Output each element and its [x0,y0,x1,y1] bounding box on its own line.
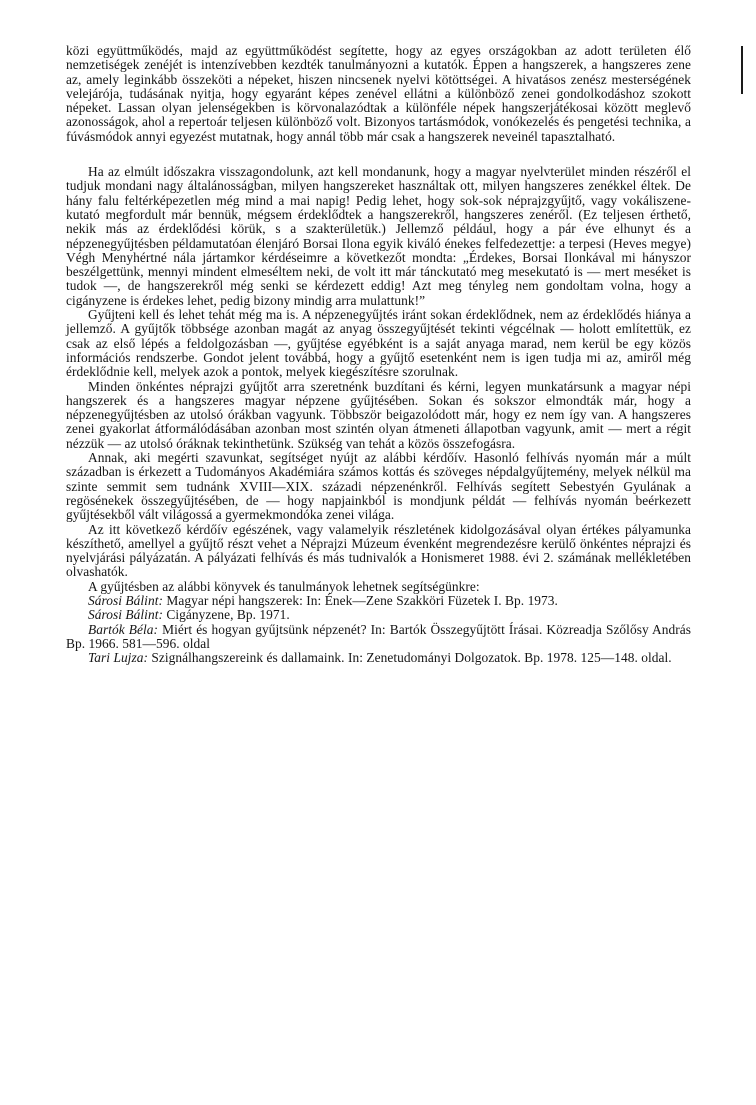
margin-rule [741,46,743,94]
reference-text: Cigányzene, Bp. 1971. [162,607,290,623]
reference-item [66,594,691,608]
paragraph-5: Annak, aki megérti szavunkat, segítséget nyújt az alábbi kérdőív. Hasonló felhívás nyomán már a múlt században is érkezett a Tudományos Akadémiára számos kottás és szöveges népdalgyűjtemény, melyek nélkül ma szinte semmit sem tudnánk XVIII—XIX. századi népzenénkről. Felhívás segített Sebestyén Gyulának a regösénekek összegyűjtésében, de — hogy napjainkból is mondjunk példát — felhívás nyomán beérkezett gyűjtésekből vált világossá a gyermekmondóka zenei világa. [66,450,691,523]
paragraph-6: Az itt következő kérdőív egészének, vagy valamelyik részletének kidolgozásával olyan értékes pályamunka készíthető, amellyel a gyűjtő részt vehet a Néprajzi Múzeum évenként megrendezésre kerülő önkéntes néprajzi és nyelvjárási pályázatán. A pályázati felhívás és más tudnivalók a Honismeret 1988. évi 2. számának mellékletében olvashatók. [66,521,691,580]
reference-item [66,623,691,652]
reference-list [66,594,691,665]
reference-text: Szignálhangszereink és dallamaink. In: Zenetudományi Dolgozatok. Bp. 1978. 125—148. oldal. [147,650,672,666]
paragraph-1: közi együttműködés, majd az együttműködést segítette, hogy az egyes országokban az adott területen élő nemzetiségek zenéjét is intenzívebben kezdték tanulmányozni a kutatók. Éppen a hangszerek, a hangszeres zene az, amely leginkább összeköti a népeket, hiszen nincsenek nyelvi kötöttségei. A hivatásos zenész mesterségének velejárója, tudásának nyitja, hogy egyaránt képes zenével ellátni a különböző zenei gondolkodáshoz szokott népeket. Lassan olyan jelenségekben is körvonalazódtak a különféle népek hangszerjátékosai között meglevő azonosságok, ahol a repertoár teljesen különböző volt. Bizonyos tartásmódok, vonókezelés és pengetési technika, a fúvásmódok annyi egyezést mutatnak, hogy annál több már csak a hangszerek neveinél tapasztalható. [66,43,691,144]
reference-text: Miért és hogyan gyűjtsünk népzenét? In: Bartók Összegyűjtött Írásai. Közreadja Szőlősy András Bp. 1966. 581—596. oldal [66,621,691,651]
reference-text: Magyar népi hangszerek: In: Ének—Zene Szakköri Füzetek I. Bp. 1973. [162,592,558,608]
paragraph-3: Gyűjteni kell és lehet tehát még ma is. A népzenegyűjtés iránt sokan érdeklődnek, nem az érdeklődés hiánya a jellemző. A gyűjtők többsége azonban magát az anyag összegyűjtését tekinti végcélnak — holott említettük, ez csak az első lépés a feldolgozásban —, gyűjtése egyébként is a saját anyaga marad, nem kerül be egy közös információs rendszerbe. Gondot jelent továbbá, hogy a gyűjtő esetenként nem is igen tudja mi az, amiről még érdeklődnie kell, melyek azok a pontok, melyek kiegészítésre szorulnak. [66,307,691,380]
reference-author: Sárosi Bálint: [88,592,163,608]
reference-author: Sárosi Bálint: [88,607,163,623]
reference-author: Tari Lujza: [88,650,148,666]
paragraph-4: Minden önkéntes néprajzi gyűjtőt arra szeretnénk buzdítani és kérni, legyen munkatársunk a magyar népi hangszerek és a hangszeres magyar népzene gyűjtésében. Sokan és sokszor elmondták már, hogy a népzenegyűjtésben az utolsó órákban vagyunk. Többször beigazolódott már, hogy ez nem így van. A hangszeres zenei gyakorlat átformálódásában azonban most szintén olyan átmeneti állapotban vagyunk, amit — mert a régit nézzük — az utolsó óráknak tekinthetünk. Szükség van tehát a közös összefogásra. [66,378,691,451]
reference-item [66,651,691,665]
paragraph-7: A gyűjtésben az alábbi könyvek és tanulmányok lehetnek segítségünkre: [88,578,480,594]
paragraph-2: Ha az elmúlt időszakra visszagondolunk, azt kell mondanunk, hogy a magyar nyelvterület minden részéről el tudjuk mondani nagy általánosságban, milyen hangszereket használtak ott, milyen hangszeres zenékkel éltek. De hány falu feltérképezetlen még mind a mai napig! Pedig lehet, hogy sok-sok néprajzgyűjtő, vagy vokáliszene-kutató megfordult már bennük, mégsem érdeklődtek a hangszerekről, hangszeres zenéről. (Ez teljesen érthető, nekik más az érdeklődési körük, s a szakterületük.) Jellemző például, hogy a pár éve elhunyt és a népzenegyűjtésben példamutatóan élenjáró Borsai Ilona egyik kiváló énekes felfedezettje: a terpesi (Heves megye) Végh Menyhértné nála jártamkor kérdéseimre a következőt mondta: „Érdekes, Borsai Ilonkával mi hányszor beszélgettünk, mennyi mindent elmeséltem neki, de volt itt már tánckutató meg mesekutató is — mert meséket is tudok —, de hangszerekről még senki se kérdezett eddig! Azt meg tényleg nem gondoltam volna, hogy a cigányzene is érdekes lehet, pedig bizony mindig arra mulattunk!” [66,164,691,308]
reference-author: Bartók Béla: [88,621,159,637]
document-page [66,44,691,665]
reference-item [66,608,691,622]
